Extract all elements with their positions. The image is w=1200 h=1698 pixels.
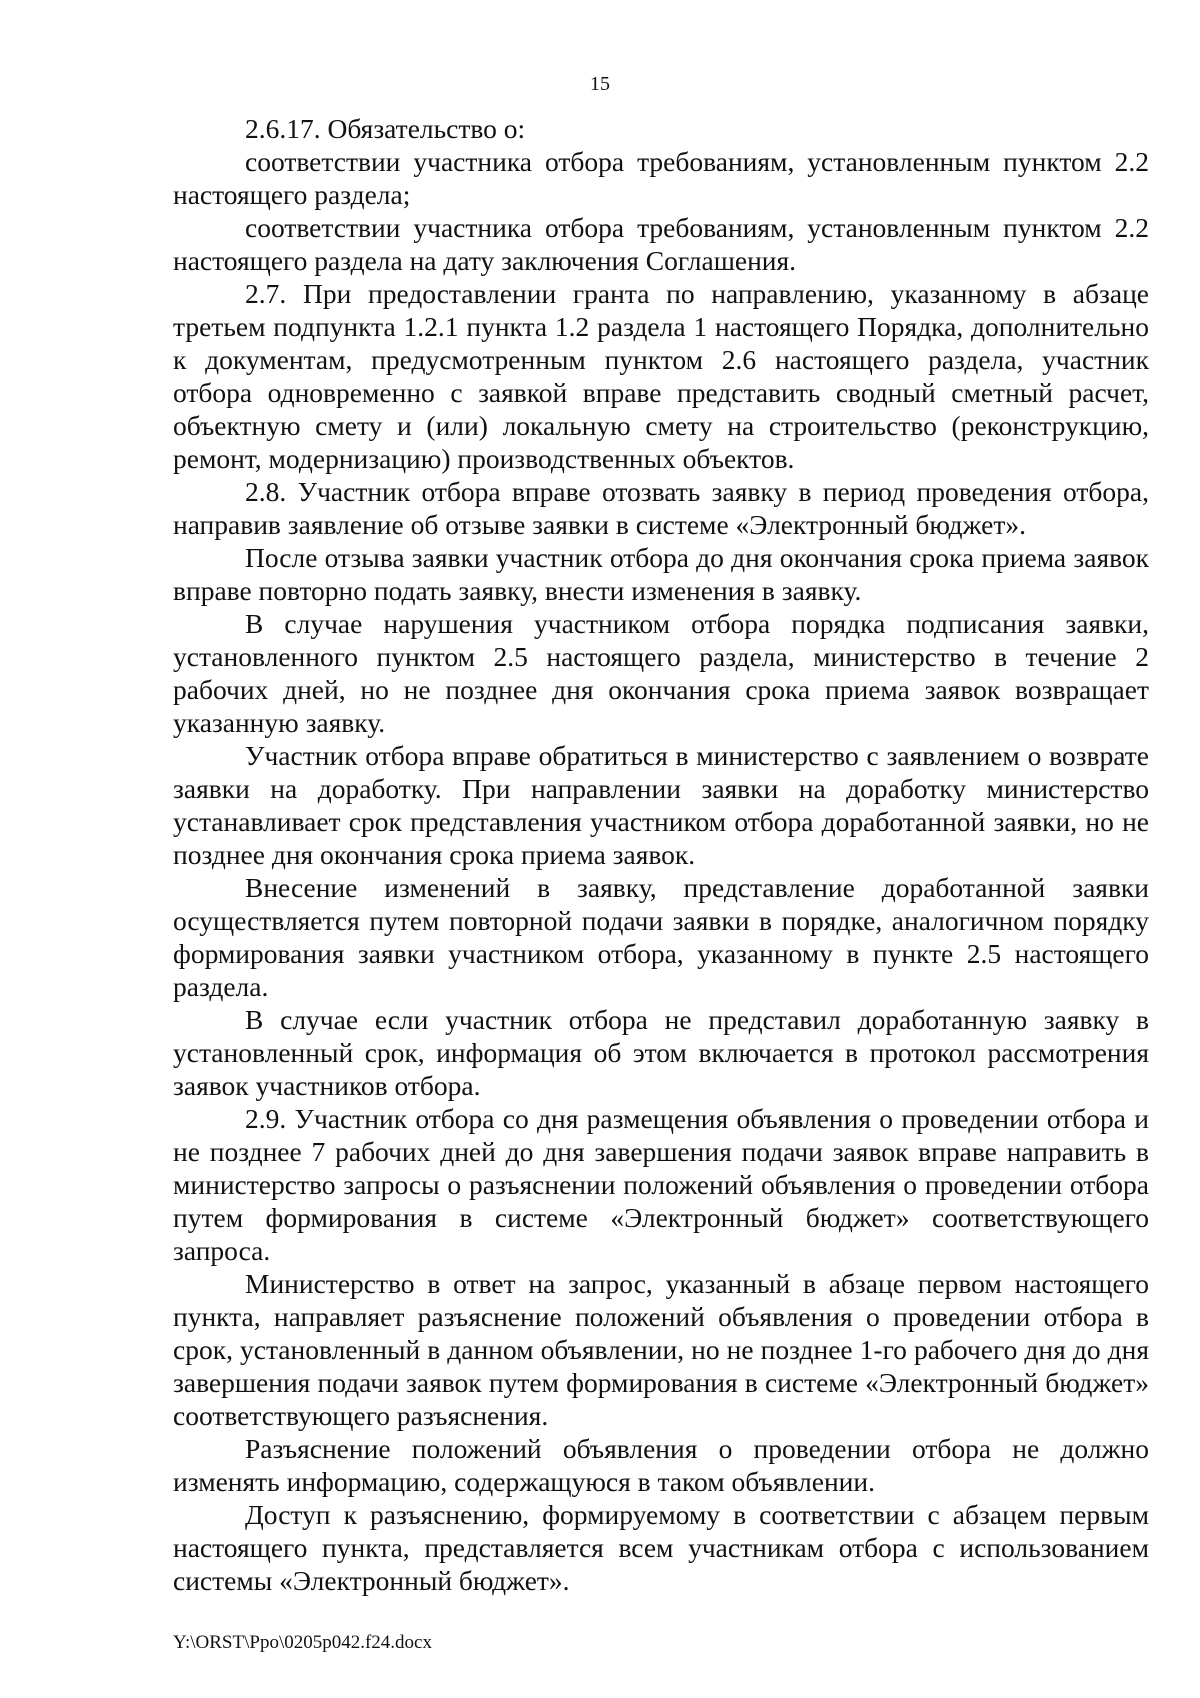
paragraph-not-revised: В случае если участник отбора не представил доработанную заявку в установленный срок, информация об этом включается в протокол рассмотрения заявок участников отбора. — [173, 1004, 1149, 1101]
paragraph-resubmission: После отзыва заявки участник отбора до дня окончания срока приема заявок вправе повторно подать заявку, внести изменения в заявку. — [173, 542, 1149, 606]
paragraph-compliance-requirements: соответствии участника отбора требованиям, установленным пунктом 2.2 настоящего раздела; — [173, 146, 1149, 210]
paragraph-clarification-limit: Разъяснение положений объявления о проведении отбора не должно изменять информацию, содержащуюся в таком объявлении. — [173, 1433, 1149, 1497]
file-path-footer: Y:\ORST\Ppo\0205p042.f24.docx — [173, 1632, 432, 1653]
paragraph-2-9: 2.9. Участник отбора со дня размещения объявления о проведении отбора и не позднее 7 рабочих дней до дня завершения подачи заявок вправе направить в министерство запросы о разъяснении положений объявления о проведении отбора путем формирования в системе «Электронный бюджет» соответствующего запроса. — [173, 1103, 1149, 1266]
document-body — [173, 112, 1149, 1597]
paragraph-compliance-agreement-date: соответствии участника отбора требованиям, установленным пунктом 2.2 настоящего раздела на дату заключения Соглашения. — [173, 212, 1149, 276]
paragraph-2-6-17-heading: 2.6.17. Обязательство о: — [245, 113, 526, 144]
paragraph-changes-procedure: Внесение изменений в заявку, представление доработанной заявки осуществляется путем повторной подачи заявки в порядке, аналогичном порядку формирования заявки участником отбора, указанному в пункте 2.5 настоящего раздела. — [173, 872, 1149, 1002]
page-number: 15 — [590, 73, 610, 95]
paragraph-return-for-revision: Участник отбора вправе обратиться в министерство с заявлением о возврате заявки на доработку. При направлении заявки на доработку министерство устанавливает срок представления участником отбора доработанной заявки, но не позднее дня окончания срока приема заявок. — [173, 740, 1149, 870]
paragraph-signature-violation: В случае нарушения участником отбора порядка подписания заявки, установленного пунктом 2.5 настоящего раздела, министерство в течение 2 рабочих дней, но не позднее дня окончания срока приема заявок возвращает указанную заявку. — [173, 608, 1149, 738]
paragraph-ministry-response: Министерство в ответ на запрос, указанный в абзаце первом настоящего пункта, направляет разъяснение положений объявления о проведении отбора в срок, установленный в данном объявлении, но не позднее 1-го рабочего дня до дня завершения подачи заявок путем формирования в системе «Электронный бюджет» соответствующего разъяснения. — [173, 1268, 1149, 1431]
paragraph-2-8: 2.8. Участник отбора вправе отозвать заявку в период проведения отбора, направив заявление об отзыве заявки в системе «Электронный бюджет». — [173, 476, 1149, 540]
paragraph-clarification-access: Доступ к разъяснению, формируемому в соответствии с абзацем первым настоящего пункта, представляется всем участникам отбора с использованием системы «Электронный бюджет». — [173, 1499, 1149, 1596]
paragraph-2-7: 2.7. При предоставлении гранта по направлению, указанному в абзаце третьем подпункта 1.2.1 пункта 1.2 раздела 1 настоящего Порядка, дополнительно к документам, предусмотренным пунктом 2.6 настоящего раздела, участник отбора одновременно с заявкой вправе представить сводный сметный расчет, объектную смету и (или) локальную смету на строительство (реконструкцию, ремонт, модернизацию) производственных объектов. — [173, 278, 1149, 474]
